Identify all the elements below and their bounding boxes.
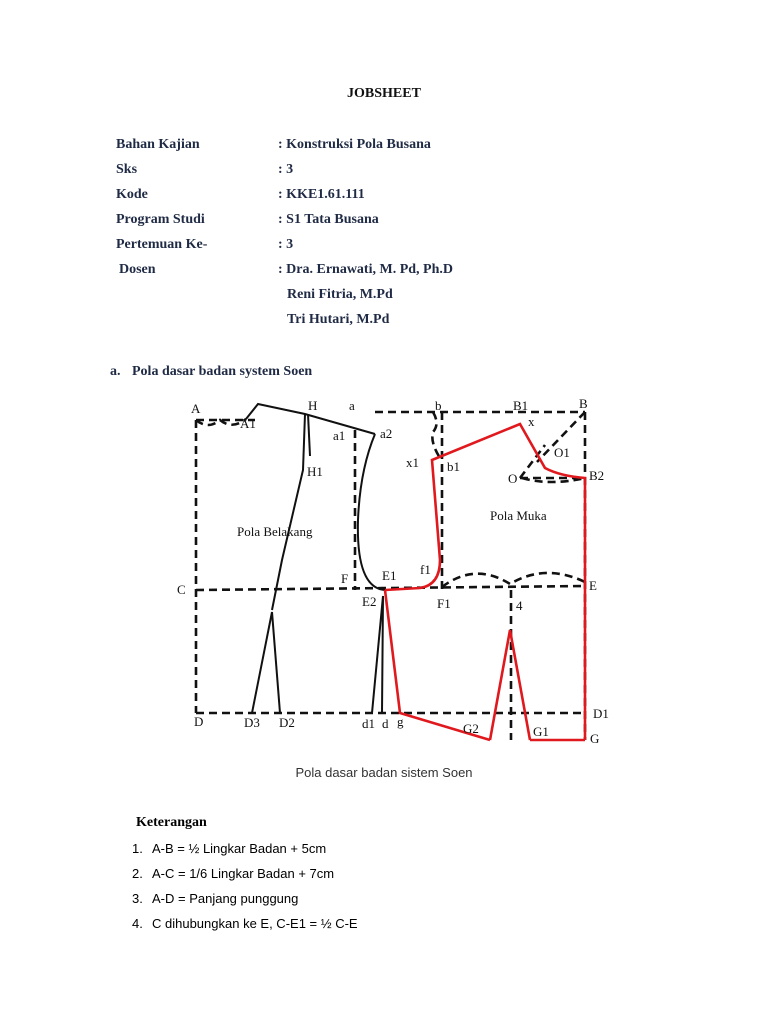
front-armhole-red — [385, 424, 585, 740]
point-label-B: B — [579, 396, 588, 411]
info-value: : S1 Tata Busana — [278, 212, 379, 227]
point-label-H1: H1 — [307, 464, 323, 479]
point-label-B2: B2 — [589, 468, 605, 483]
point-label-4: 4 — [516, 598, 523, 613]
list-item-number: 2. — [132, 866, 143, 881]
info-value: : 3 — [278, 237, 294, 252]
back-dart-right — [272, 612, 280, 713]
point-label-H: H — [308, 398, 318, 413]
section-title: Pola dasar badan system Soen — [132, 364, 313, 379]
back-side-dart — [372, 596, 383, 713]
info-value: : Konstruksi Pola Busana — [278, 137, 431, 152]
section-letter: a. — [110, 364, 121, 379]
dash-chest-curve — [442, 573, 585, 587]
info-label: Pertemuan Ke- — [116, 237, 208, 252]
info-label: Kode — [116, 187, 148, 202]
pola-belakang-label: Pola Belakang — [237, 524, 313, 539]
point-label-g: g — [397, 714, 404, 729]
point-label-a1: a1 — [333, 428, 346, 443]
solid-front-red-lines — [385, 424, 585, 740]
point-label-f1: f1 — [420, 562, 431, 577]
point-label-D3: D3 — [244, 715, 260, 730]
point-label-b1: b1 — [447, 459, 460, 474]
list-item — [132, 866, 334, 881]
list-item-text: A-C = 1/6 Lingkar Badan + 7cm — [152, 866, 335, 881]
point-label-D: D — [194, 714, 204, 729]
info-label: Dosen — [119, 262, 156, 277]
point-label-a: a — [349, 398, 355, 413]
info-label: Bahan Kajian — [116, 137, 200, 152]
point-label-E1: E1 — [382, 568, 397, 583]
back-top-helper — [308, 414, 310, 456]
list-item-number: 3. — [132, 891, 143, 906]
back-armhole — [358, 434, 385, 590]
point-label-O: O — [508, 471, 518, 486]
point-label-a2: a2 — [380, 426, 393, 441]
list-item — [132, 916, 358, 931]
front-dart-red-left — [490, 630, 510, 740]
front-dart-red-right — [510, 630, 530, 740]
list-item — [132, 841, 326, 856]
info-value: : Dra. Ernawati, M. Pd, Ph.D — [278, 262, 453, 277]
list-item-text: C dihubungkan ke E, C-E1 = ½ C-E — [152, 916, 358, 931]
solid-back-lines — [246, 404, 385, 713]
point-label-G1: G1 — [533, 724, 549, 739]
point-label-b: b — [435, 398, 442, 413]
info-label: Sks — [116, 162, 138, 177]
point-label-E: E — [589, 578, 597, 593]
dash-armhole-bump-b — [432, 412, 440, 458]
point-label-d1: d1 — [362, 716, 375, 731]
point-label-A1: A1 — [240, 416, 256, 431]
point-label-G2: G2 — [463, 721, 479, 736]
back-dart-left — [252, 612, 272, 713]
list-item-text: A-D = Panjang punggung — [152, 891, 299, 906]
back-center-seam — [272, 414, 305, 610]
page-title: JOBSHEET — [347, 86, 421, 101]
list-item-number: 4. — [132, 916, 143, 931]
point-label-A: A — [191, 401, 201, 416]
diagram-labels — [177, 396, 609, 746]
list-item-number: 1. — [132, 841, 143, 856]
point-label-F: F — [341, 571, 349, 586]
point-label-x: x — [528, 414, 535, 429]
point-label-O1: O1 — [554, 445, 570, 460]
point-label-D2: D2 — [279, 715, 295, 730]
info-value: : KKE1.61.111 — [278, 187, 365, 202]
point-label-D1: D1 — [593, 706, 609, 721]
figure-caption: Pola dasar badan sistem Soen — [295, 765, 473, 780]
point-label-B1: B1 — [513, 398, 529, 413]
point-label-C: C — [177, 582, 186, 597]
point-label-x1: x1 — [406, 455, 419, 470]
info-label: Program Studi — [116, 212, 205, 227]
info-value: Tri Hutari, M.Pd — [287, 312, 390, 327]
list-item-text: A-B = ½ Lingkar Badan + 5cm — [152, 841, 327, 856]
pola-muka-label: Pola Muka — [490, 508, 547, 523]
point-label-F1: F1 — [437, 596, 451, 611]
info-value: Reni Fitria, M.Pd — [287, 287, 393, 302]
keterangan-title: Keterangan — [136, 815, 207, 830]
point-label-G: G — [590, 731, 600, 746]
point-label-E2: E2 — [362, 594, 377, 609]
point-label-d: d — [382, 716, 389, 731]
list-item — [132, 891, 298, 906]
info-value: : 3 — [278, 162, 294, 177]
